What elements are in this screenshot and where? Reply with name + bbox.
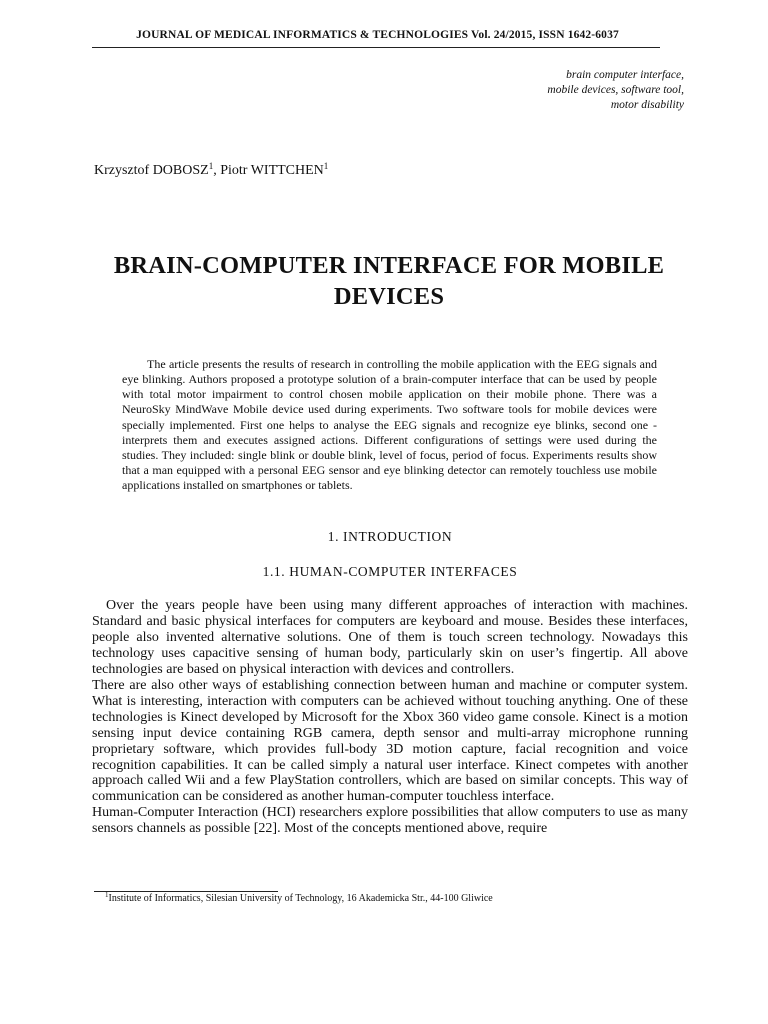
title-line: DEVICES (333, 283, 445, 310)
keywords (547, 68, 684, 113)
header-rule (92, 47, 660, 48)
keyword-line: motor disability (610, 99, 684, 111)
body-text (92, 598, 688, 837)
authors (94, 163, 328, 179)
section-heading-introduction: 1. INTRODUCTION (327, 529, 453, 544)
abstract: The article presents the results of research in controlling the mobile application with the EEG signals and eye blinking. Authors proposed a prototype solution of a brain-computer interface that can be used by people with total motor impairment to control chosen mobile application on their mobile phone. There was a NeuroSky MindWave Mobile device used during experiments. Two software tools for mobile devices were specially implemented. First one helps to analyse the EEG signals and recognize eye blinks, second one - interprets them and executes assigned actions. Different configurations of settings were used during the studies. They included: single blink or double blink, level of focus, period of focus. Experiments results show that a man equipped with a personal EEG sensor and eye blinking detector can remotely touchless use mobile applications installed on smartphones or tablets. (122, 357, 657, 493)
author-affiliation-mark: 1 (208, 161, 214, 171)
body-paragraph: Over the years people have been using many different approaches of interaction with machines. Standard and basic physical interfaces for computers are keyboard and mouse. Besides these interfaces, people also invented alternative solutions. One of them is touch screen technology. Nowadays this technology uses capacitive sensing of human body, particularly skin on user’s fingertip. All above technologies are based on physical interaction with devices and controllers. (92, 598, 688, 677)
keyword-line: mobile devices, software tool, (547, 84, 684, 96)
footnote (105, 893, 493, 904)
body-paragraph: There are also other ways of establishing connection between human and machine or computer system. What is interesting, interaction with computers can be achieved without touching anything. One of these technologies is Kinect developed by Microsoft for the Xbox 360 video game console. Kinect is a motion sensing input device containing RGB camera, depth sensor and multi-array microphone running proprietary software, which provides full-body 3D motion capture, facial recognition and voice recognition capabilities. It can be called simply a natural user interface. Kinect competes with another approach called Wii and a few PlayStation controllers, which are based on similar concepts. This way of communication can be considered as another human-computer touchless interface. (92, 677, 688, 805)
keyword-line: brain computer interface, (566, 69, 684, 81)
footnote-mark: 1 (105, 891, 109, 899)
author-name: Piotr WITTCHEN (220, 163, 324, 178)
journal-running-header: JOURNAL OF MEDICAL INFORMATICS & TECHNOLOGIES Vol. 24/2015, ISSN 1642-6037 (136, 29, 619, 41)
subsection-heading-hci: 1.1. HUMAN-COMPUTER INTERFACES (262, 564, 518, 579)
author-name: Krzysztof DOBOSZ (94, 163, 209, 178)
author-affiliation-mark: 1 (323, 161, 329, 171)
author-separator: , (213, 163, 221, 178)
title-line: BRAIN-COMPUTER INTERFACE FOR MOBILE (113, 252, 665, 279)
footnote-text: Institute of Informatics, Silesian University of Technology, 16 Akademicka Str., 44-100 Gliwice (108, 893, 493, 904)
paper-title (92, 250, 686, 312)
body-paragraph: Human-Computer Interaction (HCI) researchers explore possibilities that allow computers to use as many sensors channels as possible [22]. Most of the concepts mentioned above, require (92, 805, 688, 837)
footnote-rule (94, 891, 278, 892)
